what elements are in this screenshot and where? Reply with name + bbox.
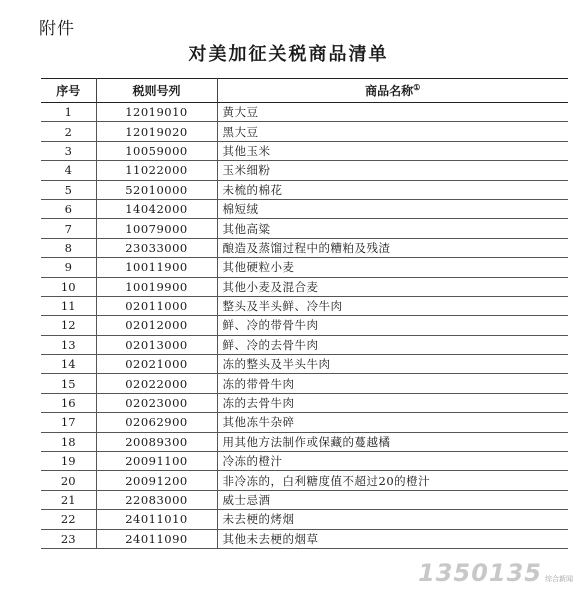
cell-serial-number: 7 (41, 219, 96, 238)
cell-serial-number: 20 (41, 471, 96, 490)
table-row (41, 490, 568, 509)
cell-tariff-code: 14042000 (96, 199, 217, 218)
cell-serial-number: 17 (41, 413, 96, 432)
cell-tariff-code: 10011900 (96, 258, 217, 277)
table-row (41, 393, 568, 412)
cell-serial-number: 1 (41, 103, 96, 122)
table-row (41, 413, 568, 432)
table-row (41, 258, 568, 277)
header-product-name-label: 商品名称 (365, 84, 414, 98)
cell-tariff-code: 20091100 (96, 452, 217, 471)
cell-product-name: 其他玉米 (217, 141, 568, 160)
table-row (41, 432, 568, 451)
header-product-name (217, 79, 568, 103)
cell-product-name: 鲜、冷的去骨牛肉 (217, 335, 568, 354)
table-row (41, 122, 568, 141)
cell-serial-number: 12 (41, 316, 96, 335)
cell-tariff-code: 10059000 (96, 141, 217, 160)
cell-product-name: 用其他方法制作或保藏的蔓越橘 (217, 432, 568, 451)
cell-product-name: 整头及半头鲜、冷牛肉 (217, 296, 568, 315)
cell-product-name: 非冷冻的，白利糖度值不超过20的橙汁 (217, 471, 568, 490)
table-row (41, 238, 568, 257)
cell-tariff-code: 12019020 (96, 122, 217, 141)
header-row (41, 79, 568, 103)
cell-tariff-code: 20089300 (96, 432, 217, 451)
cell-serial-number: 11 (41, 296, 96, 315)
cell-serial-number: 23 (41, 529, 96, 548)
cell-tariff-code: 02021000 (96, 355, 217, 374)
table-row (41, 316, 568, 335)
watermark-subtext: 综合新闻 (545, 575, 573, 583)
cell-serial-number: 22 (41, 510, 96, 529)
table-row (41, 296, 568, 315)
cell-serial-number: 5 (41, 180, 96, 199)
cell-tariff-code: 10079000 (96, 219, 217, 238)
table-row (41, 374, 568, 393)
cell-tariff-code: 02022000 (96, 374, 217, 393)
table-row (41, 161, 568, 180)
cell-product-name: 威士忌酒 (217, 490, 568, 509)
cell-serial-number: 6 (41, 199, 96, 218)
table-row (41, 141, 568, 160)
cell-tariff-code: 24011010 (96, 510, 217, 529)
table-header (41, 79, 568, 103)
cell-tariff-code: 20091200 (96, 471, 217, 490)
cell-tariff-code: 02023000 (96, 393, 217, 412)
header-tariff-code: 税则号列 (96, 79, 217, 103)
document-title: 对美加征关税商品清单 (188, 44, 389, 65)
cell-product-name: 其他冻牛杂碎 (217, 413, 568, 432)
cell-tariff-code: 24011090 (96, 529, 217, 548)
cell-tariff-code: 23033000 (96, 238, 217, 257)
cell-tariff-code: 11022000 (96, 161, 217, 180)
cell-product-name: 黄大豆 (217, 103, 568, 122)
footnote-marker: ① (413, 82, 421, 92)
cell-product-name: 鲜、冷的带骨牛肉 (217, 316, 568, 335)
cell-tariff-code: 02062900 (96, 413, 217, 432)
cell-serial-number: 18 (41, 432, 96, 451)
cell-product-name: 其他硬粒小麦 (217, 258, 568, 277)
cell-product-name: 冷冻的橙汁 (217, 452, 568, 471)
cell-tariff-code: 52010000 (96, 180, 217, 199)
table-row (41, 103, 568, 122)
cell-serial-number: 19 (41, 452, 96, 471)
cell-product-name: 未梳的棉花 (217, 180, 568, 199)
cell-tariff-code: 02011000 (96, 296, 217, 315)
cell-product-name: 黑大豆 (217, 122, 568, 141)
table-row (41, 355, 568, 374)
header-serial-number: 序号 (41, 79, 96, 103)
table-body (41, 103, 568, 549)
cell-serial-number: 10 (41, 277, 96, 296)
attachment-label: 附件 (39, 19, 75, 39)
cell-serial-number: 13 (41, 335, 96, 354)
watermark-number: 1350135 (418, 559, 542, 587)
table-row (41, 452, 568, 471)
cell-serial-number: 3 (41, 141, 96, 160)
cell-serial-number: 14 (41, 355, 96, 374)
cell-product-name: 其他未去梗的烟草 (217, 529, 568, 548)
table-row (41, 277, 568, 296)
cell-serial-number: 2 (41, 122, 96, 141)
tariff-list-table (41, 78, 568, 549)
cell-product-name: 其他小麦及混合麦 (217, 277, 568, 296)
cell-product-name: 冻的去骨牛肉 (217, 393, 568, 412)
cell-tariff-code: 22083000 (96, 490, 217, 509)
cell-tariff-code: 02013000 (96, 335, 217, 354)
cell-serial-number: 15 (41, 374, 96, 393)
table-row (41, 510, 568, 529)
cell-serial-number: 21 (41, 490, 96, 509)
watermark (418, 559, 573, 587)
cell-serial-number: 9 (41, 258, 96, 277)
cell-tariff-code: 12019010 (96, 103, 217, 122)
cell-serial-number: 4 (41, 161, 96, 180)
cell-product-name: 酿造及蒸馏过程中的糟粕及残渣 (217, 238, 568, 257)
cell-product-name: 棉短绒 (217, 199, 568, 218)
cell-product-name: 玉米细粉 (217, 161, 568, 180)
cell-serial-number: 16 (41, 393, 96, 412)
cell-product-name: 冻的整头及半头牛肉 (217, 355, 568, 374)
cell-product-name: 未去梗的烤烟 (217, 510, 568, 529)
cell-serial-number: 8 (41, 238, 96, 257)
cell-product-name: 其他高粱 (217, 219, 568, 238)
table-row (41, 471, 568, 490)
table-row (41, 219, 568, 238)
cell-tariff-code: 02012000 (96, 316, 217, 335)
table-row (41, 335, 568, 354)
table-row (41, 180, 568, 199)
cell-tariff-code: 10019900 (96, 277, 217, 296)
table-row (41, 199, 568, 218)
cell-product-name: 冻的带骨牛肉 (217, 374, 568, 393)
table-row (41, 529, 568, 548)
